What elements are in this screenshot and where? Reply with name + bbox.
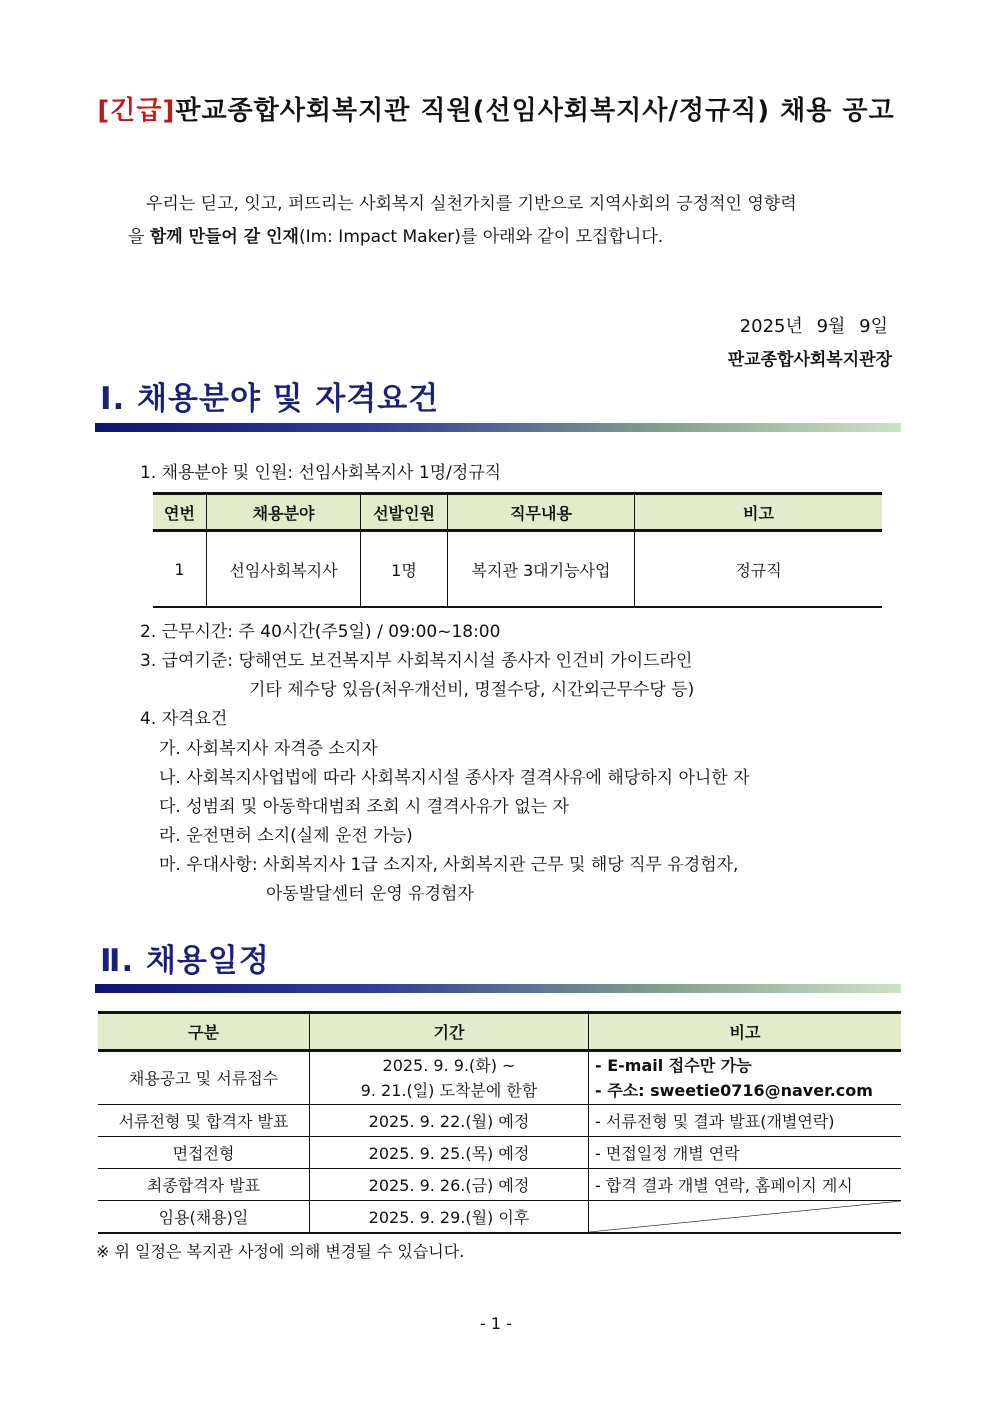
section-1-heading: Ⅰ. 채용분야 및 자격요건	[100, 381, 440, 417]
qualification-heading: 4. 자격요건	[140, 709, 228, 729]
cell: 정규직	[635, 531, 883, 608]
table-row	[98, 1201, 901, 1234]
phase-cell: 최종합격자 발표	[98, 1169, 310, 1201]
diagonal-line	[589, 1201, 901, 1232]
phase-cell: 면접전형	[98, 1137, 310, 1169]
note-line: - E-mail 접수만 가능	[595, 1056, 752, 1075]
qualification-item: 가. 사회복지사 자격증 소지자	[159, 739, 378, 759]
col-header: 직무내용	[448, 494, 635, 531]
period-cell: 2025. 9. 26.(금) 예정	[310, 1169, 589, 1201]
recruit-field-line: 1. 채용분야 및 인원: 선임사회복지사 1명/정규직	[140, 463, 502, 483]
section-1-divider	[95, 423, 901, 432]
intro-highlight: 함께 만들어 갈 인재	[149, 227, 299, 247]
note-cell: - 합격 결과 개별 연락, 홈페이지 게시	[589, 1169, 902, 1201]
organization-signature: 판교종합사회복지관장	[727, 350, 892, 370]
qualification-item: 나. 사회복지사업법에 따라 사회복지시설 종사자 결격사유에 해당하지 아니한 자	[159, 768, 750, 788]
col-header: 기간	[310, 1013, 589, 1051]
table-row	[98, 1137, 901, 1169]
table-header-row	[153, 494, 882, 531]
cell: 1명	[361, 531, 448, 608]
note-cell	[589, 1051, 902, 1105]
col-header: 비고	[589, 1013, 902, 1051]
cell: 선임사회복지사	[207, 531, 361, 608]
period-cell: 2025. 9. 22.(월) 예정	[310, 1105, 589, 1137]
empty-diagonal-cell	[589, 1201, 902, 1234]
cell: 복지관 3대기능사업	[448, 531, 635, 608]
intro-prefix: 을	[128, 227, 150, 247]
note-cell: - 서류전형 및 결과 발표(개별연락)	[589, 1105, 902, 1137]
page-title	[0, 90, 992, 127]
col-header: 연번	[153, 494, 207, 531]
announcement-date: 2025년 9월 9일	[739, 316, 888, 337]
col-header: 선발인원	[361, 494, 448, 531]
cell: 1	[153, 531, 207, 608]
table-row	[98, 1105, 901, 1137]
col-header: 채용분야	[207, 494, 361, 531]
col-header: 구분	[98, 1013, 310, 1051]
table-header-row	[98, 1013, 901, 1051]
table-row	[98, 1169, 901, 1201]
schedule-footnote: ※ 위 일정은 복지관 사정에 의해 변경될 수 있습니다.	[96, 1242, 465, 1261]
section-2-divider	[95, 984, 901, 993]
recruit-table	[153, 492, 882, 608]
schedule-table	[98, 1011, 901, 1234]
phase-cell: 채용공고 및 서류접수	[98, 1051, 310, 1105]
period-line: 2025. 9. 9.(화) ~	[382, 1056, 516, 1075]
period-line: 9. 21.(일) 도착분에 한함	[360, 1081, 538, 1100]
period-cell	[310, 1051, 589, 1105]
salary-line: 3. 급여기준: 당해연도 보건복지부 사회복지시설 종사자 인건비 가이드라인	[140, 651, 693, 671]
urgent-tag: [긴급]	[97, 96, 176, 126]
qualification-item: 다. 성범죄 및 아동학대범죄 조회 시 결격사유가 없는 자	[159, 797, 569, 817]
work-hours-line: 2. 근무시간: 주 40시간(주5일) / 09:00~18:00	[140, 622, 501, 642]
qualification-item-cont: 아동발달센터 운영 유경험자	[266, 884, 474, 904]
intro-line-2	[128, 221, 888, 254]
page-number: - 1 -	[480, 1314, 512, 1333]
phase-cell: 임용(채용)일	[98, 1201, 310, 1234]
col-header: 비고	[635, 494, 883, 531]
table-row	[98, 1051, 901, 1105]
qualification-item: 마. 우대사항: 사회복지사 1급 소지자, 사회복지관 근무 및 해당 직무 유경험자,	[159, 855, 739, 875]
salary-line-cont: 기타 제수당 있음(처우개선비, 명절수당, 시간외근무수당 등)	[249, 680, 695, 700]
qualification-item: 라. 운전면허 소지(실제 운전 가능)	[159, 826, 413, 846]
period-cell: 2025. 9. 25.(목) 예정	[310, 1137, 589, 1169]
period-cell: 2025. 9. 29.(월) 이후	[310, 1201, 589, 1234]
note-line: - 주소: sweetie0716@naver.com	[595, 1081, 873, 1100]
title-text: 판교종합사회복지관 직원(선임사회복지사/정규직) 채용 공고	[175, 96, 895, 126]
note-cell: - 면접일정 개별 연락	[589, 1137, 902, 1169]
section-2-heading: Ⅱ. 채용일정	[100, 943, 270, 979]
intro-suffix: (Im: Impact Maker)를 아래와 같이 모집합니다.	[298, 227, 664, 247]
phase-cell: 서류전형 및 합격자 발표	[98, 1105, 310, 1137]
table-row	[153, 531, 882, 608]
intro-line-1: 우리는 딛고, 잇고, 퍼뜨리는 사회복지 실천가치를 기반으로 지역사회의 긍정적인 영향력	[146, 194, 797, 214]
